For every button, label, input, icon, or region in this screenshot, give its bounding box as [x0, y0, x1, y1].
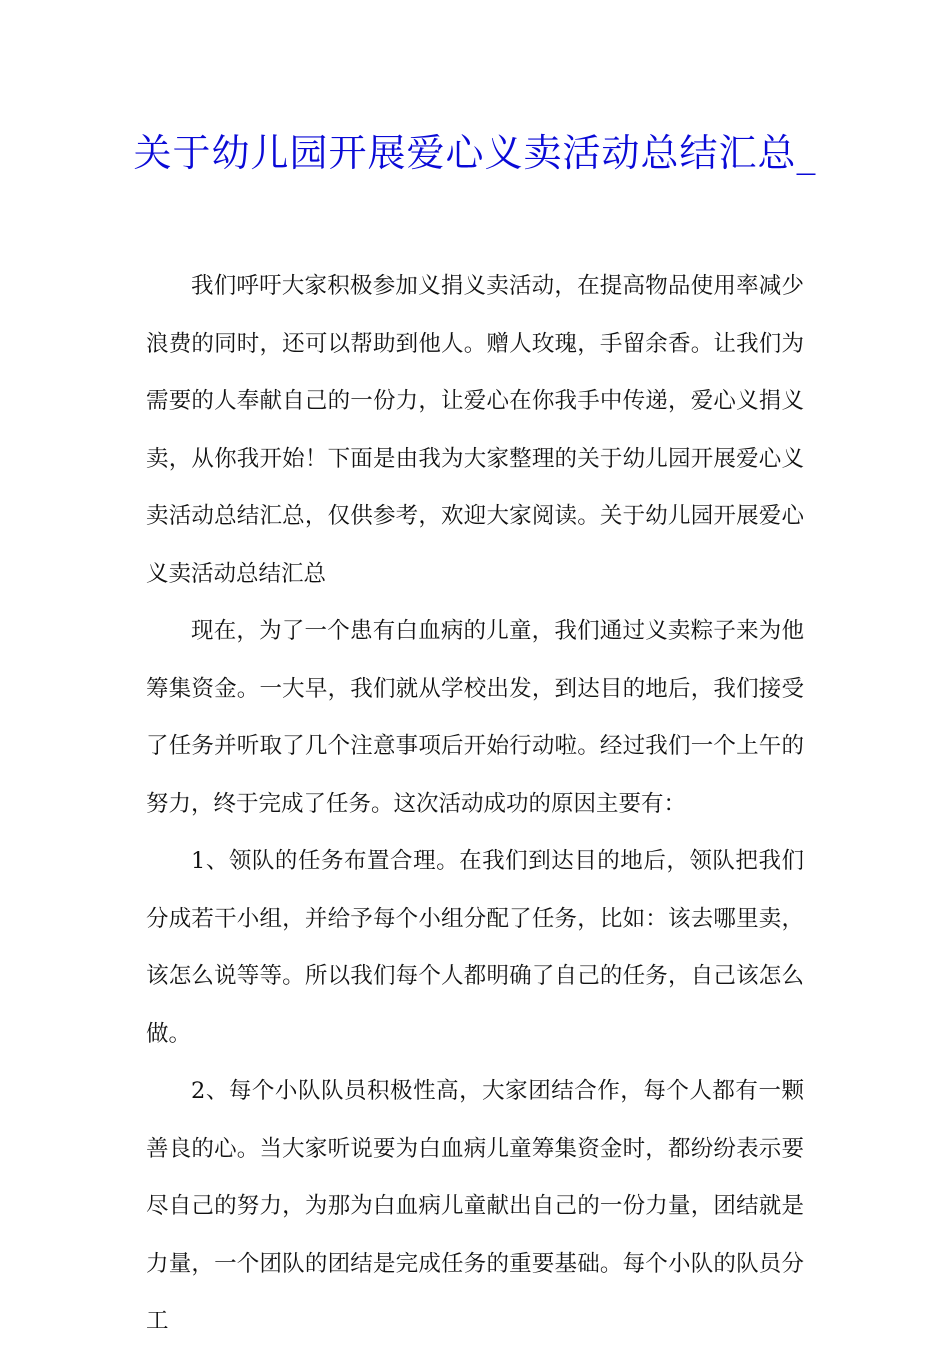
document-body: [146, 258, 804, 1351]
document-title: 关于幼儿园开展爱心义卖活动总结汇总_: [133, 131, 817, 175]
paragraph-reason-2: 2、每个小队队员积极性高，大家团结合作，每个人都有一颗善良的心。当大家听说要为白血病儿童筹集资金时，都纷纷表示要尽自己的努力，为那为白血病儿童献出自己的一份力量，团结就是力量，一个团队的团结是完成任务的重要基础。每个小队的队员分工: [146, 1078, 804, 1334]
paragraph-intro: 我们呼吁大家积极参加义捐义卖活动，在提高物品使用率减少浪费的同时，还可以帮助到他人。赠人玫瑰，手留余香。让我们为需要的人奉献自己的一份力，让爱心在你我手中传递，爱心义捐义卖，从你我开始！下面是由我为大家整理的关于幼儿园开展爱心义卖活动总结汇总，仅供参考，欢迎大家阅读。关于幼儿园开展爱心义卖活动总结汇总: [146, 273, 804, 587]
paragraph-activity: 现在，为了一个患有白血病的儿童，我们通过义卖粽子来为他筹集资金。一大早，我们就从学校出发，到达目的地后，我们接受了任务并听取了几个注意事项后开始行动啦。经过我们一个上午的努力，终于完成了任务。这次活动成功的原因主要有：: [146, 618, 804, 817]
paragraph-reason-1: 1、领队的任务布置合理。在我们到达目的地后，领队把我们分成若干小组，并给予每个小组分配了任务，比如：该去哪里卖，该怎么说等等。所以我们每个人都明确了自己的任务，自己该怎么做。: [146, 848, 804, 1047]
